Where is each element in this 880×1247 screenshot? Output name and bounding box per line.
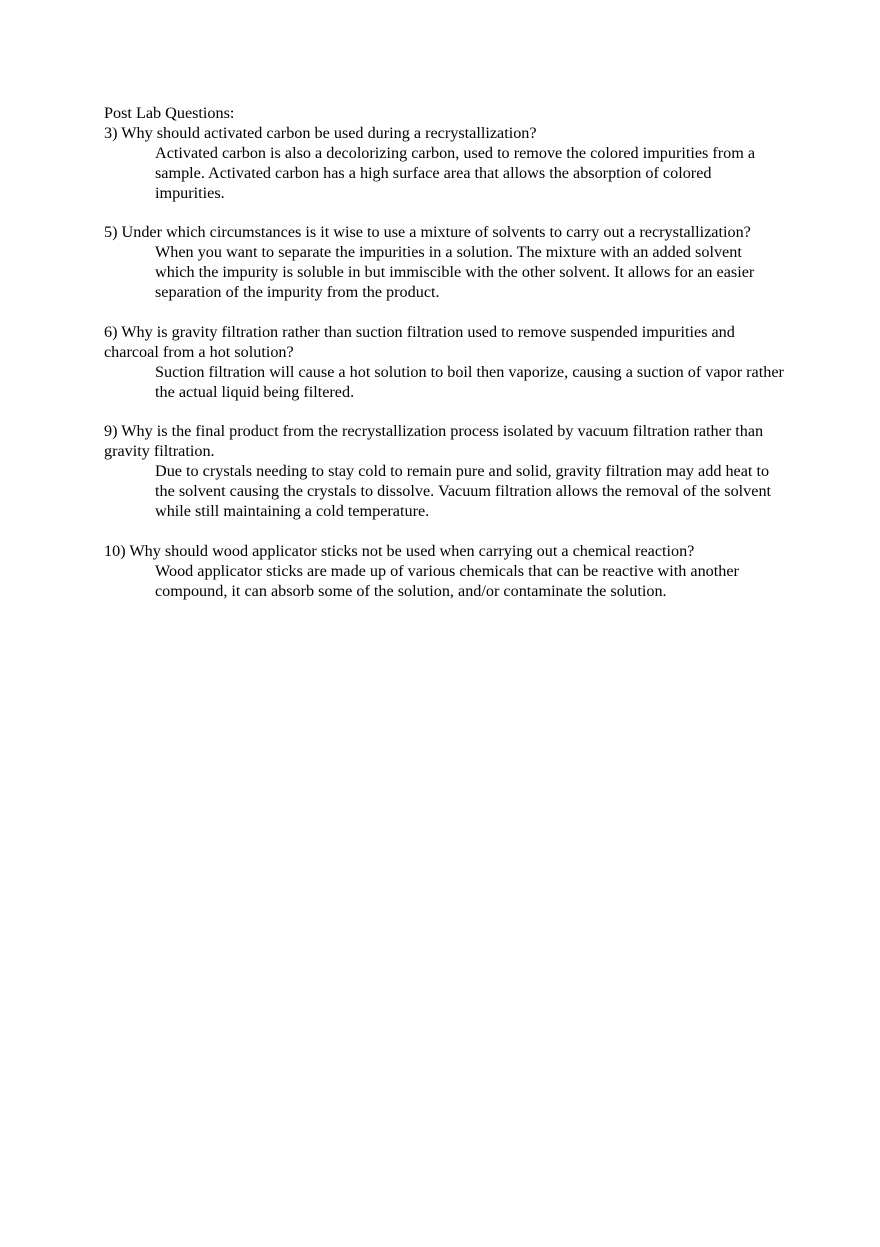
question-block xyxy=(104,124,784,204)
question-text: 6) Why is gravity filtration rather than suction filtration used to remove suspended impurities and charcoal from a hot solution? xyxy=(104,322,735,361)
answer-text: Suction filtration will cause a hot solution to boil then vaporize, causing a suction of vapor rather the actual liquid being filtered. xyxy=(155,362,784,401)
question-block xyxy=(104,323,784,403)
answer-text: Activated carbon is also a decolorizing carbon, used to remove the colored impurities from a sample. Activated carbon has a high surface area that allows the absorption of colored impurities. xyxy=(155,143,756,202)
question-text: 3) Why should activated carbon be used during a recrystallization? xyxy=(104,123,537,142)
question-text: 9) Why is the final product from the recrystallization process isolated by vacuum filtration rather than gravity filtration. xyxy=(104,422,764,461)
question-block xyxy=(104,223,784,303)
question-text: 5) Under which circumstances is it wise to use a mixture of solvents to carry out a recrystallization? xyxy=(104,223,751,242)
answer-text: When you want to separate the impurities in a solution. The mixture with an added solvent which the impurity is soluble in but immiscible with the other solvent. It allows for an easier separation of the impurity from the product. xyxy=(155,243,755,302)
answer-text: Due to crystals needing to stay cold to remain pure and solid, gravity filtration may add heat to the solvent causing the crystals to dissolve. Vacuum filtration allows the removal of the solvent while still maintaining a cold temperature. xyxy=(155,462,772,521)
question-text: 10) Why should wood applicator sticks not be used when carrying out a chemical reaction? xyxy=(104,541,695,560)
document-page xyxy=(104,104,784,621)
page-heading: Post Lab Questions: xyxy=(104,104,235,122)
question-block xyxy=(104,422,784,522)
answer-text: Wood applicator sticks are made up of various chemicals that can be reactive with another compound, it can absorb some of the solution, and/or contaminate the solution. xyxy=(155,561,739,600)
question-block xyxy=(104,542,784,602)
